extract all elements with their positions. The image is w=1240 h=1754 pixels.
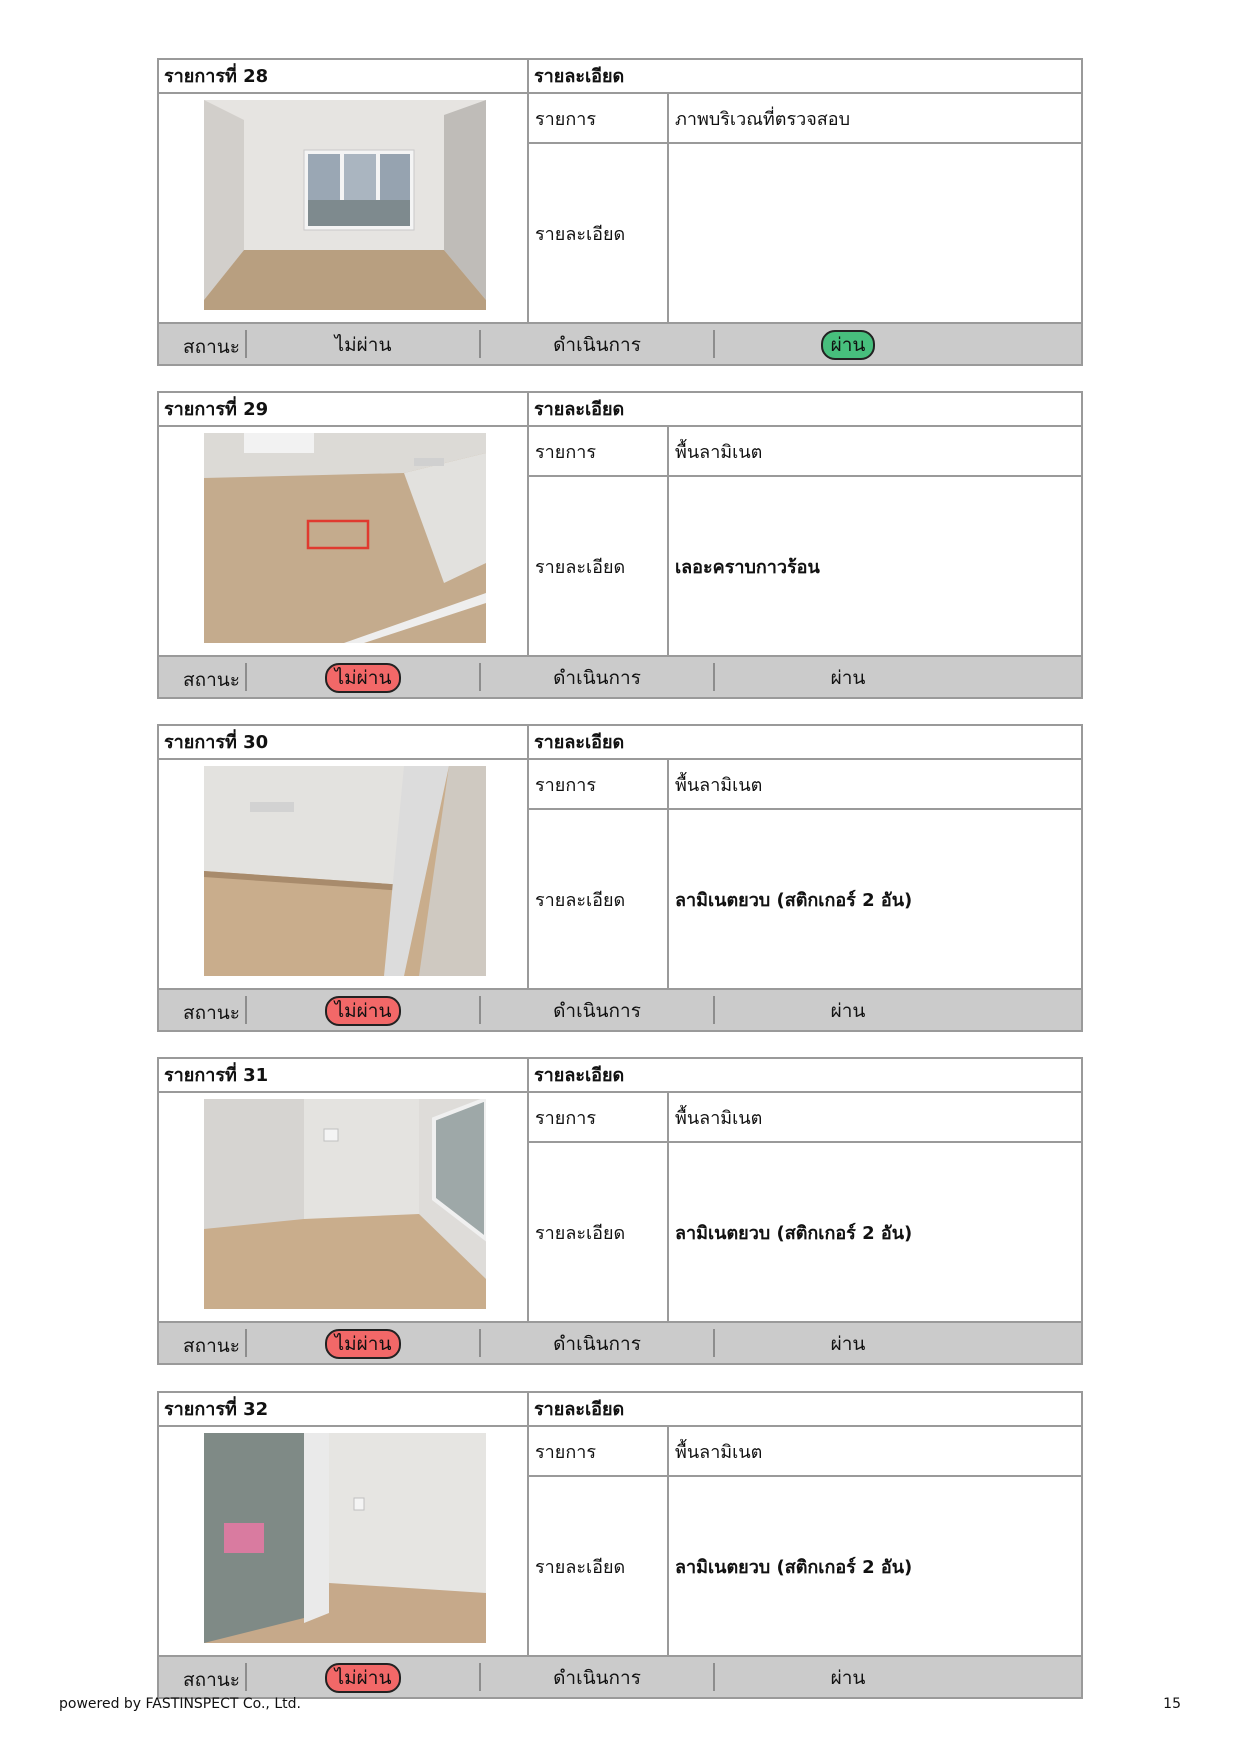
status-label: สถานะ (183, 669, 240, 691)
item-value: พื้นลามิเนต (669, 1093, 1081, 1143)
status-option-in-progress[interactable] (481, 324, 713, 366)
detail-header: รายละเอียด (529, 1059, 1081, 1093)
detail-label: รายละเอียด (529, 1477, 669, 1655)
photo-cell (159, 760, 529, 988)
photo-cell (159, 94, 529, 322)
photo-cell (159, 1093, 529, 1321)
inspection-card (157, 391, 1083, 699)
detail-value: ลามิเนตยวบ (สติกเกอร์ 2 อัน) (675, 1222, 913, 1244)
detail-label: รายละเอียด (529, 144, 669, 322)
floor-balcony-photo (204, 1433, 486, 1643)
detail-header: รายละเอียด (529, 726, 1081, 760)
photo-cell (159, 427, 529, 655)
item-number: รายการที่ 28 (159, 60, 529, 94)
detail-value: ลามิเนตยวบ (สติกเกอร์ 2 อัน) (675, 889, 913, 911)
inspection-card (157, 1391, 1083, 1699)
status-bar (159, 988, 1081, 1030)
item-value: พื้นลามิเนต (669, 427, 1081, 477)
status-option-pass[interactable] (715, 657, 981, 699)
in-progress-badge: ดำเนินการ (553, 1333, 641, 1355)
detail-label: รายละเอียด (529, 477, 669, 655)
fail-badge: ไม่ผ่าน (325, 996, 402, 1026)
detail-label: รายละเอียด (529, 810, 669, 988)
status-label: สถานะ (183, 1669, 240, 1691)
status-label: สถานะ (183, 1335, 240, 1357)
pass-badge: ผ่าน (830, 667, 866, 689)
fail-badge: ไม่ผ่าน (325, 1329, 402, 1359)
item-label: รายการ (529, 1093, 669, 1143)
detail-value: เลอะคราบกาวร้อน (675, 556, 820, 578)
status-bar (159, 655, 1081, 697)
status-option-pass[interactable] (715, 324, 981, 366)
item-label: รายการ (529, 427, 669, 477)
detail-value (669, 144, 1081, 322)
fail-badge: ไม่ผ่าน (325, 1663, 402, 1693)
status-option-fail[interactable] (247, 1323, 479, 1365)
item-number: รายการที่ 29 (159, 393, 529, 427)
status-option-fail[interactable] (247, 324, 479, 366)
inspection-card (157, 1057, 1083, 1365)
item-value: ภาพบริเวณที่ตรวจสอบ (669, 94, 1081, 144)
floor-corner-photo (204, 1099, 486, 1309)
fail-badge: ไม่ผ่าน (334, 334, 392, 356)
fail-badge: ไม่ผ่าน (325, 663, 402, 693)
detail-value: ลามิเนตยวบ (สติกเกอร์ 2 อัน) (675, 1556, 913, 1578)
status-label: สถานะ (183, 1002, 240, 1024)
floor-door-photo (204, 766, 486, 976)
detail-header: รายละเอียด (529, 60, 1081, 94)
in-progress-badge: ดำเนินการ (553, 334, 641, 356)
status-bar (159, 1655, 1081, 1697)
status-option-fail[interactable] (247, 990, 479, 1032)
status-option-pass[interactable] (715, 1657, 981, 1699)
pass-badge: ผ่าน (821, 330, 876, 360)
item-value: พื้นลามิเนต (669, 760, 1081, 810)
status-option-fail[interactable] (247, 1657, 479, 1699)
status-bar (159, 322, 1081, 364)
page-number: 15 (1163, 1696, 1181, 1712)
status-label: สถานะ (183, 336, 240, 358)
in-progress-badge: ดำเนินการ (553, 667, 641, 689)
status-option-in-progress[interactable] (481, 1657, 713, 1699)
detail-label: รายละเอียด (529, 1143, 669, 1321)
in-progress-badge: ดำเนินการ (553, 1667, 641, 1689)
detail-header: รายละเอียด (529, 393, 1081, 427)
pass-badge: ผ่าน (830, 1667, 866, 1689)
item-label: รายการ (529, 94, 669, 144)
item-number: รายการที่ 30 (159, 726, 529, 760)
inspection-card (157, 58, 1083, 366)
photo-cell (159, 1427, 529, 1655)
footer-company: powered by FASTINSPECT Co., Ltd. (59, 1696, 301, 1712)
status-option-in-progress[interactable] (481, 1323, 713, 1365)
pass-badge: ผ่าน (830, 1000, 866, 1022)
window-room-photo (204, 100, 486, 310)
status-option-in-progress[interactable] (481, 657, 713, 699)
inspection-card (157, 724, 1083, 1032)
in-progress-badge: ดำเนินการ (553, 1000, 641, 1022)
item-label: รายการ (529, 760, 669, 810)
floor-marked-photo (204, 433, 486, 643)
status-option-pass[interactable] (715, 1323, 981, 1365)
item-label: รายการ (529, 1427, 669, 1477)
status-option-pass[interactable] (715, 990, 981, 1032)
item-number: รายการที่ 32 (159, 1393, 529, 1427)
item-value: พื้นลามิเนต (669, 1427, 1081, 1477)
pass-badge: ผ่าน (830, 1333, 866, 1355)
status-option-in-progress[interactable] (481, 990, 713, 1032)
status-bar (159, 1321, 1081, 1363)
detail-header: รายละเอียด (529, 1393, 1081, 1427)
status-option-fail[interactable] (247, 657, 479, 699)
item-number: รายการที่ 31 (159, 1059, 529, 1093)
